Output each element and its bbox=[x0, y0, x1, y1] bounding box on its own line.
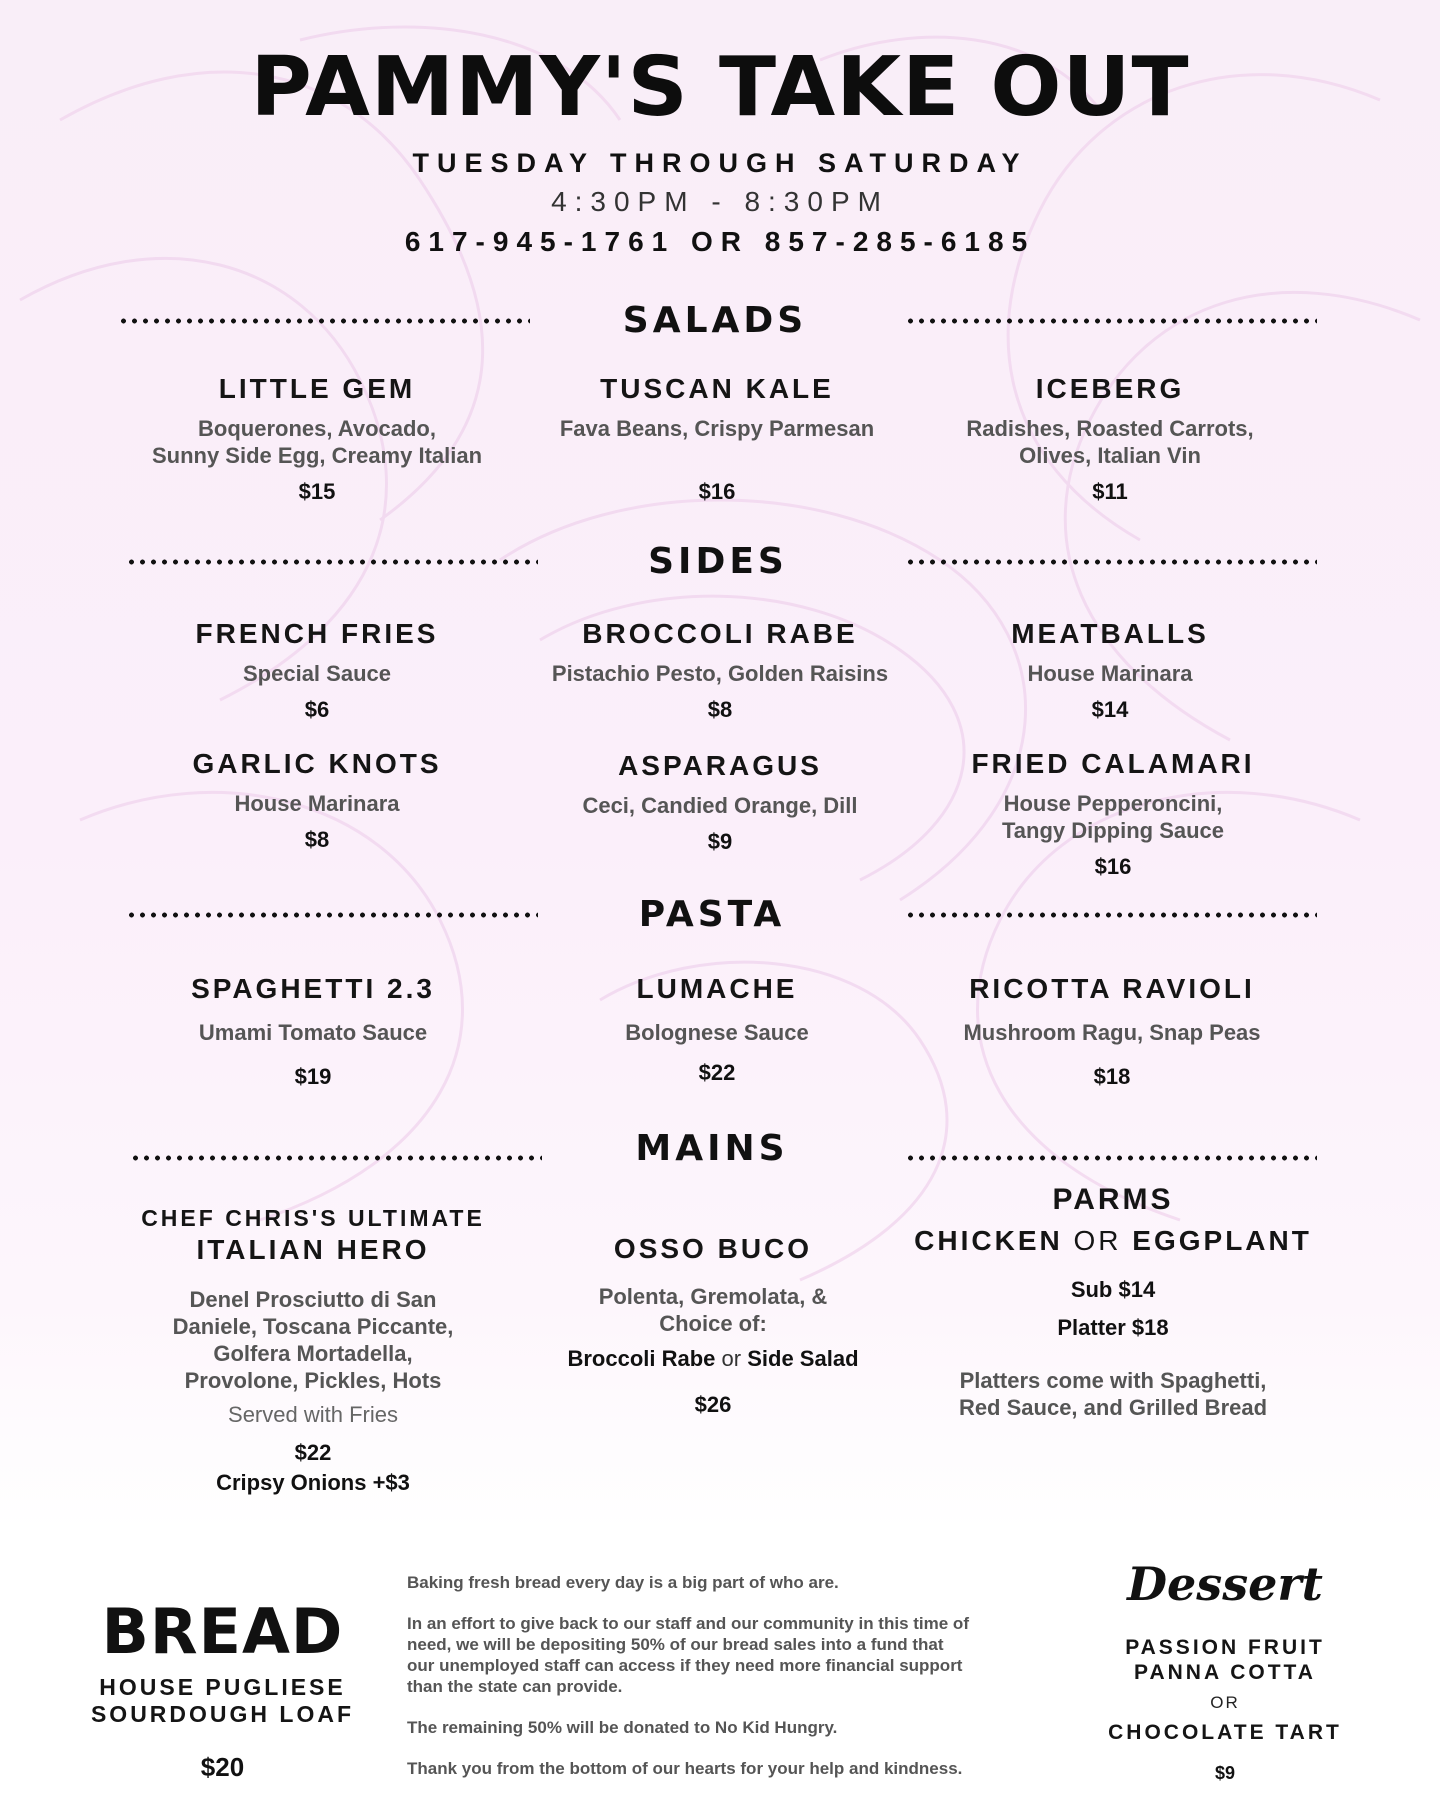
bread-name: HOUSE PUGLIESE SOURDOUGH LOAF bbox=[90, 1674, 355, 1727]
phone-numbers: 617-945-1761 OR 857-285-6185 bbox=[404, 226, 1036, 257]
menu-item-iceberg bbox=[900, 373, 1320, 505]
menu-item-broccoli-rabe bbox=[510, 618, 930, 723]
item-name: TUSCAN KALE bbox=[600, 373, 834, 404]
section-heading-sides: SIDES bbox=[648, 541, 788, 582]
item-name: SPAGHETTI 2.3 bbox=[191, 973, 435, 1004]
item-price: $8 bbox=[304, 827, 330, 852]
dessert-section bbox=[1085, 1557, 1365, 1784]
menu-item-ricotta-ravioli bbox=[902, 973, 1322, 1090]
item-desc: Bolognese Sauce bbox=[625, 1020, 809, 1045]
item-desc: Radishes, Roasted Carrots, Olives, Italian Vin bbox=[966, 416, 1254, 468]
bread-para-2: In an effort to give back to our staff and our community in this time of need, we will be depositing 50% of our bread sales into a fund that our unemployed staff can access if they need more financial support than the state can provide. bbox=[407, 1614, 969, 1696]
item-desc: Boquerones, Avocado, Sunny Side Egg, Creamy Italian bbox=[151, 416, 483, 468]
item-name: MEATBALLS bbox=[1011, 618, 1209, 649]
item-name: BROCCOLI RABE bbox=[582, 618, 858, 649]
divider-dots bbox=[130, 1155, 542, 1161]
item-name: ASPARAGUS bbox=[618, 750, 822, 781]
item-price: $22 bbox=[698, 1060, 736, 1085]
item-desc: Special Sauce bbox=[243, 661, 391, 686]
dessert-heading: Dessert bbox=[1127, 1557, 1323, 1611]
divider-dots bbox=[118, 318, 530, 324]
menu-item-garlic-knots bbox=[107, 748, 527, 853]
item-price: $22 bbox=[294, 1440, 332, 1465]
menu-item-italian-hero bbox=[103, 1205, 523, 1496]
bread-fund-text bbox=[407, 1572, 1047, 1779]
item-name: OSSO BUCO bbox=[613, 1233, 813, 1264]
item-desc: Polenta, Gremolata, & Choice of: bbox=[598, 1284, 828, 1336]
addon-price: Cripsy Onions +$3 bbox=[216, 1470, 410, 1495]
item-price: $11 bbox=[1092, 479, 1128, 504]
restaurant-title: PAMMY'S TAKE OUT bbox=[250, 40, 1190, 135]
item-name: LITTLE GEM bbox=[218, 373, 416, 404]
menu-item-tuscan-kale bbox=[507, 373, 927, 505]
item-desc: Denel Prosciutto di San Daniele, Toscana Piccante, Golfera Mortadella, Provolone, Pickles, Hots bbox=[172, 1287, 454, 1393]
divider-dots bbox=[905, 559, 1317, 565]
item-name: ICEBERG bbox=[1035, 373, 1185, 404]
item-price: $9 bbox=[707, 829, 733, 854]
divider-dots bbox=[905, 1155, 1317, 1161]
item-price: $6 bbox=[304, 697, 330, 722]
item-desc: Mushroom Ragu, Snap Peas bbox=[963, 1020, 1261, 1045]
item-desc: House Marinara bbox=[1027, 661, 1193, 686]
item-price: $18 bbox=[1093, 1064, 1131, 1089]
menu-item-osso-buco bbox=[503, 1233, 923, 1418]
item-desc: Pistachio Pesto, Golden Raisins bbox=[551, 661, 889, 686]
divider-dots bbox=[126, 912, 538, 918]
parms-heading: PARMS bbox=[1052, 1183, 1174, 1216]
item-price: $26 bbox=[694, 1392, 732, 1417]
item-price: $16 bbox=[1094, 854, 1132, 879]
item-name-top: CHEF CHRIS'S ULTIMATE bbox=[141, 1205, 485, 1231]
parms-options: CHICKEN OR EGGPLANT bbox=[914, 1225, 1312, 1256]
bread-para-4: Thank you from the bottom of our hearts for your help and kindness. bbox=[407, 1759, 963, 1778]
menu-item-little-gem bbox=[107, 373, 527, 505]
section-heading-pasta: PASTA bbox=[638, 894, 786, 935]
menu-item-fried-calamari bbox=[903, 748, 1323, 880]
item-price: $19 bbox=[294, 1064, 332, 1089]
dessert-item-2: CHOCOLATE TART bbox=[1108, 1721, 1342, 1744]
item-desc: House Pepperoncini, Tangy Dipping Sauce bbox=[1001, 791, 1225, 843]
menu-item-parms bbox=[893, 1183, 1333, 1421]
item-name: FRIED CALAMARI bbox=[971, 748, 1255, 779]
section-heading-mains: MAINS bbox=[635, 1128, 789, 1169]
menu-item-lumache bbox=[507, 973, 927, 1086]
item-price: $15 bbox=[298, 479, 336, 504]
divider-dots bbox=[905, 912, 1317, 918]
item-price: $16 bbox=[698, 479, 736, 504]
item-name: ITALIAN HERO bbox=[196, 1234, 430, 1265]
bread-price: $20 bbox=[200, 1752, 245, 1782]
dessert-or: OR bbox=[1210, 1693, 1240, 1712]
platter-price: Platter $18 bbox=[1057, 1315, 1169, 1340]
menu-item-french-fries bbox=[107, 618, 527, 723]
item-desc: House Marinara bbox=[234, 791, 400, 816]
item-price: $14 bbox=[1091, 697, 1129, 722]
menu-item-meatballs bbox=[900, 618, 1320, 723]
open-hours: 4:30PM - 8:30PM bbox=[551, 186, 889, 217]
menu-item-asparagus bbox=[510, 750, 930, 855]
sub-price: Sub $14 bbox=[1070, 1277, 1156, 1302]
item-price: $8 bbox=[707, 697, 733, 722]
item-name: GARLIC KNOTS bbox=[192, 748, 442, 779]
dessert-price: $9 bbox=[1214, 1763, 1236, 1783]
menu-item-spaghetti bbox=[103, 973, 523, 1090]
item-name: FRENCH FRIES bbox=[195, 618, 439, 649]
item-desc: Umami Tomato Sauce bbox=[198, 1020, 428, 1045]
item-name: LUMACHE bbox=[636, 973, 798, 1004]
open-days: TUESDAY THROUGH SATURDAY bbox=[412, 148, 1028, 178]
bread-para-3: The remaining 50% will be donated to No Kid Hungry. bbox=[407, 1718, 838, 1737]
divider-dots bbox=[905, 318, 1317, 324]
bread-section bbox=[80, 1595, 365, 1783]
item-name: RICOTTA RAVIOLI bbox=[969, 973, 1255, 1004]
platter-note: Platters come with Spaghetti, Red Sauce, and Grilled Bread bbox=[958, 1368, 1268, 1420]
section-heading-salads: SALADS bbox=[622, 300, 808, 341]
bread-para-1: Baking fresh bread every day is a big part of who are. bbox=[407, 1573, 839, 1592]
dessert-item-1: PASSION FRUIT PANNA COTTA bbox=[1125, 1636, 1325, 1684]
item-desc: Ceci, Candied Orange, Dill bbox=[582, 793, 858, 818]
item-choice: Broccoli Rabe or Side Salad bbox=[567, 1346, 859, 1371]
item-desc: Fava Beans, Crispy Parmesan bbox=[559, 416, 875, 441]
bread-heading: BREAD bbox=[101, 1595, 344, 1668]
served-with: Served with Fries bbox=[228, 1402, 398, 1427]
divider-dots bbox=[126, 559, 538, 565]
